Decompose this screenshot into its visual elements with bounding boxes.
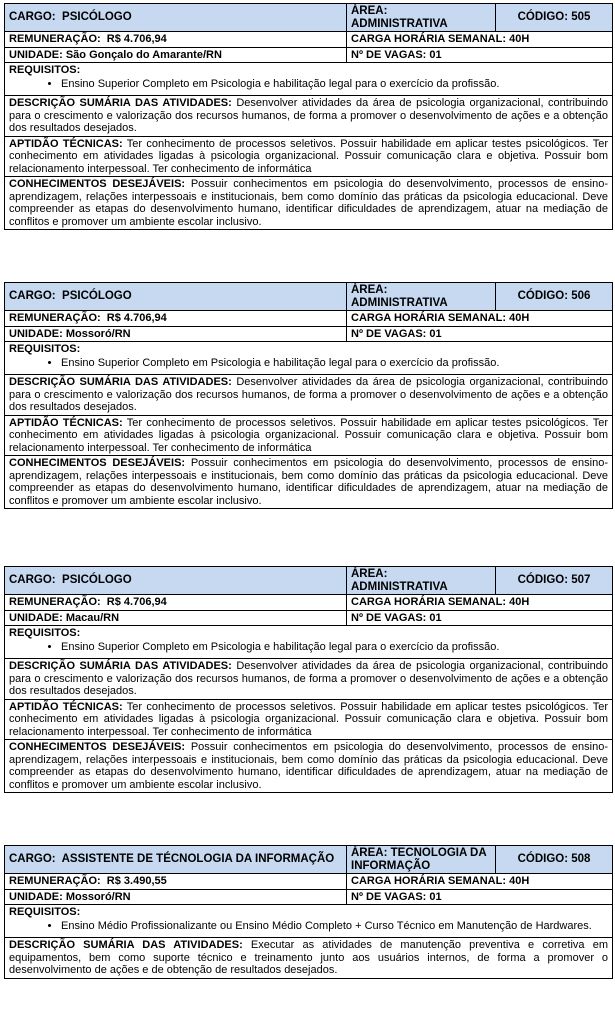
area-value: ADMINISTRATIVA — [351, 296, 448, 309]
codigo-value: 506 — [571, 290, 591, 303]
aptidao-cell: APTIDÃO TÉCNICAS: Ter conhecimento de processos seletivos. Possuir habilidade em aplicar testes psicológicos. Ter conhecimento em atividades ligadas à psicologia organizacional. Possuir comunicação clara e objetiva. Possuir bom relacionamento interpessoal. Ter conhecimento de informática — [5, 136, 613, 177]
cargo-cell: CARGO: PSICÓLOGO — [5, 567, 347, 595]
requisitos-cell: REQUISITOS: • Ensino Médio Profissionalizante ou Ensino Médio Completo + Curso Técnico em Manutenção de Hardwares. — [5, 905, 613, 938]
carga-cell: CARGA HORÁRIA SEMANAL: 40H — [347, 874, 613, 890]
descricao-cell: DESCRIÇÃO SUMÁRIA DAS ATIVIDADES: Desenvolver atividades da área de psicologia organizacional, contribuindo para o crescimento e valorização dos recursos humanos, de forma a promover o desenvolvimento de ações e a obtenção dos resultados desejados. — [5, 375, 613, 416]
codigo-cell: CÓDIGO: 505 — [496, 4, 613, 32]
conhecimentos-cell: CONHECIMENTOS DESEJÁVEIS: Possuir conhecimentos em psicologia do desenvolvimento, processos de ensino-aprendizagem, relações interpessoais e institucionais, bem como domínio das práticas da psicologia educacional. Deve compreender as etapas do desenvolvimento humano, identificar dificuldades de aprendizagem, atuar na mediação de conflitos e promover um ambiente escolar inclusivo. — [5, 456, 613, 509]
carga-cell: CARGA HORÁRIA SEMANAL: 40H — [347, 32, 613, 48]
vagas-cell: Nº DE VAGAS: 01 — [347, 47, 613, 63]
remuneracao-cell: REMUNERAÇÃO: R$ 4.706,94 — [5, 32, 347, 48]
requisito-item: • Ensino Superior Completo em Psicologia e habilitação legal para o exercício da profissão. — [61, 641, 608, 654]
cargo-cell: CARGO: ASSISTENTE DE TÉCNOLOGIA DA INFORMAÇÃO — [5, 846, 347, 874]
descricao-cell: DESCRIÇÃO SUMÁRIA DAS ATIVIDADES: Desenvolver atividades da área de psicologia organizacional, contribuindo para o crescimento e valorização dos recursos humanos, de forma a promover o desenvolvimento de ações e a obtenção dos resultados desejados. — [5, 659, 613, 700]
descricao-cell: DESCRIÇÃO SUMÁRIA DAS ATIVIDADES: Executar as atividades de manutenção preventiva e corretiva em equipamentos, bem como suporte técnico e treinamento junto aos usuários internos, de forma a promover o desenvolvimento de ações e de obtenção de resultados desejados. — [5, 938, 613, 979]
requisito-item: • Ensino Superior Completo em Psicologia e habilitação legal para o exercício da profissão. — [61, 78, 608, 91]
area-cell: ÁREA: ADMINISTRATIVA — [347, 4, 496, 32]
conhecimentos-cell: CONHECIMENTOS DESEJÁVEIS: Possuir conhecimentos em psicologia do desenvolvimento, processos de ensino-aprendizagem, relações interpessoais e institucionais, bem como domínio das práticas da psicologia educacional. Deve compreender as etapas do desenvolvimento humano, identificar dificuldades de aprendizagem, atuar na mediação de conflitos e promover um ambiente escolar inclusivo. — [5, 740, 613, 793]
cargo-cell: CARGO: PSICÓLOGO — [5, 4, 347, 32]
job-table-507 — [4, 566, 613, 793]
job-table-508 — [4, 845, 613, 979]
unidade-cell: UNIDADE: Macau/RN — [5, 610, 347, 626]
requisito-item: • Ensino Médio Profissionalizante ou Ensino Médio Completo + Curso Técnico em Manutenção de Hardwares. — [61, 920, 608, 933]
area-value: ADMINISTRATIVA — [351, 17, 448, 30]
remuneracao-cell: REMUNERAÇÃO: R$ 3.490,55 — [5, 874, 347, 890]
requisito-item: • Ensino Superior Completo em Psicologia e habilitação legal para o exercício da profissão. — [61, 357, 608, 370]
job-table-505 — [4, 3, 613, 230]
cargo-value: PSICÓLOGO — [62, 574, 132, 587]
vagas-cell: Nº DE VAGAS: 01 — [347, 889, 613, 905]
codigo-cell: CÓDIGO: 508 — [496, 846, 613, 874]
codigo-cell: CÓDIGO: 506 — [496, 283, 613, 311]
aptidao-cell: APTIDÃO TÉCNICAS: Ter conhecimento de processos seletivos. Possuir habilidade em aplicar testes psicológicos. Ter conhecimento em atividades ligadas à psicologia organizacional. Possuir comunicação clara e objetiva. Possuir bom relacionamento interpessoal. Ter conhecimento de informática — [5, 415, 613, 456]
codigo-value: 507 — [571, 574, 591, 587]
codigo-value: 508 — [571, 853, 591, 866]
aptidao-cell: APTIDÃO TÉCNICAS: Ter conhecimento de processos seletivos. Possuir habilidade em aplicar testes psicológicos. Ter conhecimento em atividades ligadas à psicologia organizacional. Possuir comunicação clara e objetiva. Possuir bom relacionamento interpessoal. Ter conhecimento de informática — [5, 699, 613, 740]
codigo-value: 505 — [571, 11, 591, 24]
remuneracao-cell: REMUNERAÇÃO: R$ 4.706,94 — [5, 311, 347, 327]
requisitos-cell: REQUISITOS: • Ensino Superior Completo em Psicologia e habilitação legal para o exercício da profissão. — [5, 626, 613, 659]
vagas-cell: Nº DE VAGAS: 01 — [347, 610, 613, 626]
cargo-value: PSICÓLOGO — [62, 11, 132, 24]
codigo-cell: CÓDIGO: 507 — [496, 567, 613, 595]
area-cell: ÁREA: TECNOLOGIA DA INFORMAÇÃO — [347, 846, 496, 874]
area-cell: ÁREA: ADMINISTRATIVA — [347, 283, 496, 311]
conhecimentos-cell: CONHECIMENTOS DESEJÁVEIS: Possuir conhecimentos em psicologia do desenvolvimento, processos de ensino-aprendizagem, relações interpessoais e institucionais, bem como domínio das práticas da psicologia educacional. Deve compreender as etapas do desenvolvimento humano, identificar dificuldades de aprendizagem, atuar na mediação de conflitos e promover um ambiente escolar inclusivo. — [5, 177, 613, 230]
area-cell: ÁREA: ADMINISTRATIVA — [347, 567, 496, 595]
area-value: TECNOLOGIA DA INFORMAÇÃO — [351, 847, 487, 872]
remuneracao-cell: REMUNERAÇÃO: R$ 4.706,94 — [5, 595, 347, 611]
requisitos-cell: REQUISITOS: • Ensino Superior Completo em Psicologia e habilitação legal para o exercício da profissão. — [5, 63, 613, 96]
carga-cell: CARGA HORÁRIA SEMANAL: 40H — [347, 595, 613, 611]
unidade-cell: UNIDADE: Mossoró/RN — [5, 889, 347, 905]
requisitos-cell: REQUISITOS: • Ensino Superior Completo em Psicologia e habilitação legal para o exercício da profissão. — [5, 342, 613, 375]
area-value: ADMINISTRATIVA — [351, 580, 448, 593]
unidade-cell: UNIDADE: São Gonçalo do Amarante/RN — [5, 47, 347, 63]
cargo-cell: CARGO: PSICÓLOGO — [5, 283, 347, 311]
carga-cell: CARGA HORÁRIA SEMANAL: 40H — [347, 311, 613, 327]
cargo-value: ASSISTENTE DE TÉCNOLOGIA DA INFORMAÇÃO — [61, 853, 335, 866]
descricao-cell: DESCRIÇÃO SUMÁRIA DAS ATIVIDADES: Desenvolver atividades da área de psicologia organizacional, contribuindo para o crescimento e valorização dos recursos humanos, de forma a promover o desenvolvimento de ações e a obtenção dos resultados desejados. — [5, 96, 613, 137]
cargo-value: PSICÓLOGO — [62, 290, 132, 303]
unidade-cell: UNIDADE: Mossoró/RN — [5, 326, 347, 342]
job-table-506 — [4, 282, 613, 509]
vagas-cell: Nº DE VAGAS: 01 — [347, 326, 613, 342]
